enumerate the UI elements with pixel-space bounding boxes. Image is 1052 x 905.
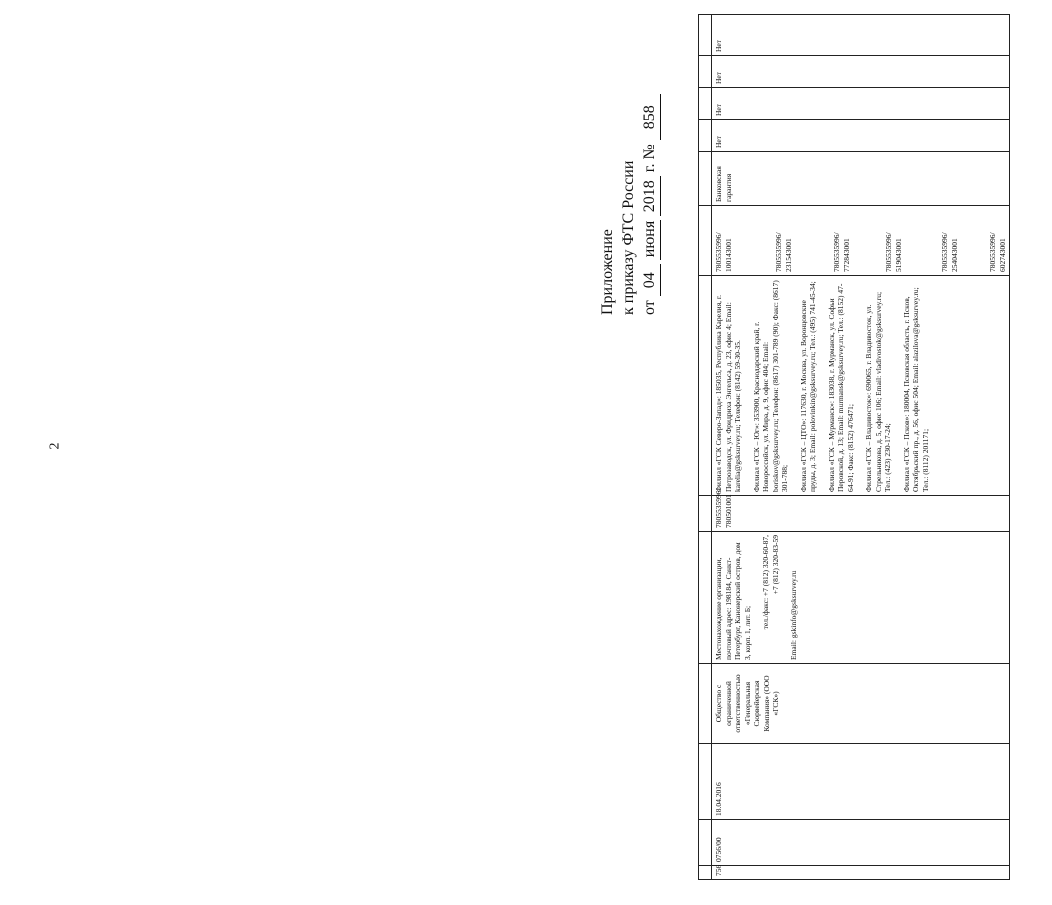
cell-branches (712, 276, 1010, 496)
branch-code: 7805535996/ 772843001 (832, 232, 851, 272)
header-month: июня (639, 220, 661, 260)
branch-text: Филиал «ГСК Северо-Запад»: 185035, Республика Карелия, г. Петрозаводск, ул. Фридриха Энгельса, д. 23, офис 4; Email: karelia@gsksurvey.ru; Телефон: (8142) 59-30-35. (714, 295, 742, 492)
cell-address (712, 532, 1010, 664)
header-number-sign: № (641, 144, 658, 160)
address-text: Местонахождение организации, почтовый адрес: 198184, Санкт-Петербург, Канонерский остров, дом 3, корп. 1, лит. Б; (714, 542, 752, 660)
email-line: Email: gskinfo@gsksurvey.ru (789, 570, 798, 660)
phone-line-1: тел./факс: +7 (812) 320-60-87, (761, 535, 770, 630)
header-title: Приложение (599, 229, 616, 315)
cell-net-1: Нет (712, 120, 1010, 152)
header-day: 04 (639, 264, 661, 296)
cell-number: 756 (712, 866, 1010, 880)
registry-table (698, 14, 1010, 880)
branch-code: 7805535996/ 254043001 (940, 232, 959, 272)
header-year-suffix: г. (641, 163, 658, 173)
cell-organization: Общество с ограниченной ответственностью «Генеральная Сюрвейерская Компания» (ООО «ГСК») (712, 664, 1010, 744)
branch-text: Филиал «ГСК – Псков»: 180004, Псковская область, г. Псков, Октябрьский пр., д. 56, офис 504; Email: alazilova@gsksurvey.ru; Тел.: (8112) 201171; (901, 287, 930, 492)
table-top-row (699, 15, 712, 880)
phone-line-2: +7 (812) 320-83-59 (770, 535, 780, 595)
cell-net-3: Нет (712, 56, 1010, 88)
branch-text: Филиал «ГСК – Мурманск»: 183038, г. Мурманск, ул. Софьи Перовской, д. 13; Email: murmansk@gsksurvey.ru; Тел.: (8152) 47-64-91; Факс: (8152) 476471; (826, 283, 855, 492)
branch-text: Филиал «ГСК – ЦТО»: 117630, г. Москва, ул. Воронцовские пруды, д. 3; Email: polovinkin@gsksurvey.ru; Тел.: (495) 741-45-34; (798, 281, 817, 492)
cell-net-4: Нет (712, 15, 1010, 56)
header-order-number: 858 (639, 94, 661, 140)
cell-net-2: Нет (712, 88, 1010, 120)
branch-code: 7805535996/ 231543001 (774, 232, 793, 272)
cell-code: 0756/00 (712, 820, 1010, 866)
branch-code: 7805535996/ 602743001 (988, 232, 1007, 272)
page-number: 2 (47, 442, 63, 450)
document-header (597, 15, 661, 315)
document-sheet (597, 15, 1052, 880)
header-from: от (641, 300, 658, 315)
table-row (712, 15, 1010, 880)
header-year: 2018 (639, 176, 661, 216)
branch-code: 7805535996/ 100143001 (714, 232, 733, 272)
cell-guarantee: Банковская гарантия (712, 152, 1010, 206)
header-subtitle: к приказу ФТС России (620, 160, 637, 315)
cell-branch-codes (712, 206, 1010, 276)
cell-inn: 7805535996/ 780501001 (712, 496, 1010, 532)
cell-date: 18.04.2016 (712, 744, 1010, 820)
branch-code: 7805535996/ 519043001 (884, 232, 903, 272)
branch-text: Филиал «ГСК – Юг»: 353900, Краснодарский край, г. Новороссийск, ул. Мира, д. 9, офис 404; Email: boriskov@gsksurvey.ru; Телефон: (8617) 301-789 (90); Факс: (8617) 301-788; (751, 280, 789, 492)
branch-text: Филиал «ГСК – Владивосток»: 690065, г. Владивосток, ул. Стрельникова, д. 5, офис 106; Email: vladivostok@gsksurvey.ru; Тел.: (423) 230-17-24; (864, 291, 892, 492)
header-date-line (639, 15, 661, 315)
